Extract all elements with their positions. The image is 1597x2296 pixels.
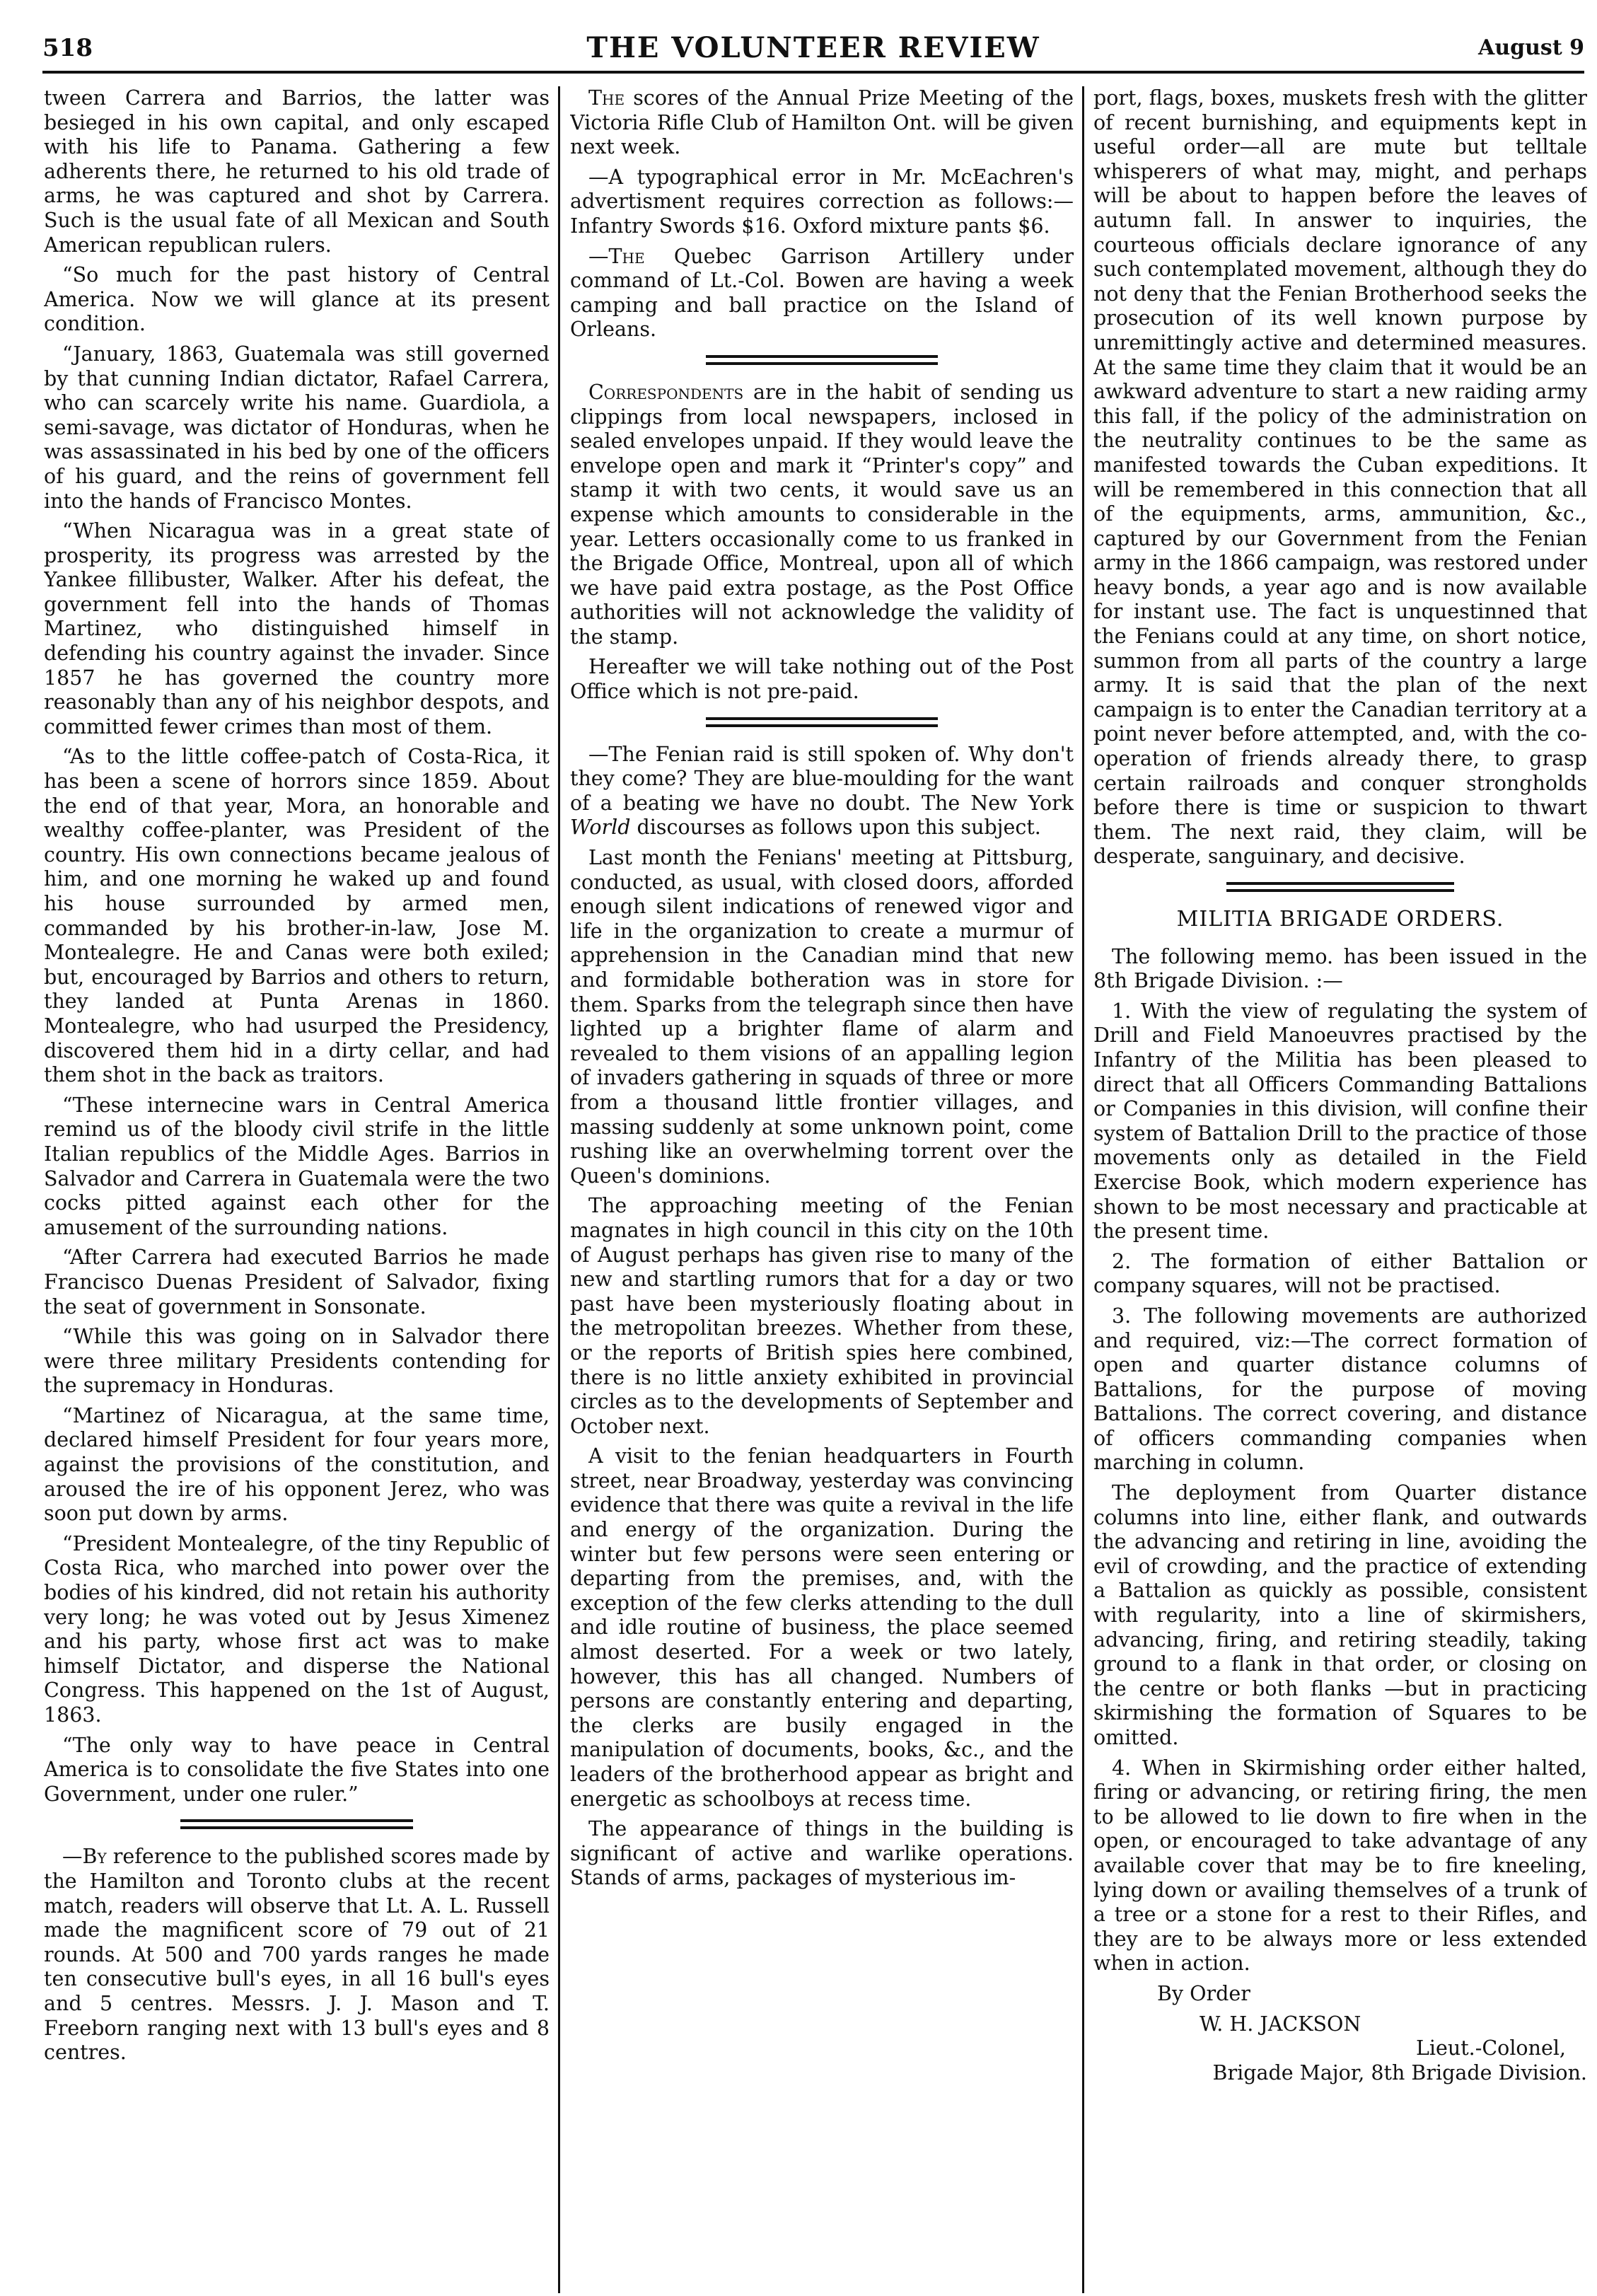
- column-3: [1093, 86, 1587, 2286]
- section-divider: [706, 717, 938, 727]
- section-divider: [706, 355, 938, 365]
- article-paragraph: “So much for the past history of Central America. Now we will glance at its present condition.: [44, 263, 550, 336]
- section-divider: [1226, 882, 1453, 892]
- order-item: 1. With the view of regulating the system of Drill and Field Manoeuvres practised by the Infantry of the Militia has been pleased to direct that all Officers Commanding Battalions or Companies in this division, will confine their system of Battalion Drill to the practice of those movements only as detailed in the Field Exercise Book, which modern experience has shown to be most necessary and practicable at the present time.: [1093, 999, 1587, 1243]
- section-divider: [180, 1819, 413, 1829]
- item-text: —The Fenian raid is still spoken of. Why don't they come? They are blue-moulding for the want of a beating we have no doubt. The New York: [570, 742, 1074, 815]
- signature-by-order: By Order: [1157, 1981, 1250, 2005]
- order-item: 3. The following movements are authorized and required, viz:—The correct formation of open and quarter distance columns of Battalions, for the purpose of moving Battalions. The correct covering, and distance of officers commanding companies when marching in column.: [1093, 1304, 1587, 1475]
- lead-word: —By: [62, 1845, 107, 1869]
- page-header: [42, 31, 1584, 74]
- item-text: are in the habit of sending us clippings from local newspapers, inclosed in sealed envelopes unpaid. If they would leave the envelope open and mark it “Printer's copy” and stamp it with two cents, it would save us an expense which amounts to considerable in the year. Letters occasionally come to us franked in the Brigade Office, Montreal, upon all of which we have paid extra postage, as the Post Office authorities will not acknowledge the validity of the stamp.: [570, 380, 1074, 649]
- newspaper-name: World: [570, 816, 631, 840]
- article-paragraph: The appearance of things in the building is significant of active and warlike operations. Stands of arms, packages of mysterious im-: [570, 1817, 1074, 1890]
- article-paragraph: The following memo. has been issued in the 8th Brigade Division. :—: [1093, 944, 1587, 993]
- lead-word: Correspondents: [588, 380, 744, 404]
- signature-name: W. H. JACKSON: [1200, 2012, 1361, 2036]
- news-item-artillery: [570, 245, 1074, 342]
- column-rule-right: [1082, 86, 1084, 2293]
- order-item: 4. When in Skirmishing order either halted, firing or advancing, or retiring firing, the men to be allowed to lie down to fire when in the open, or encouraged to take advantage of any available cover that may be to fire kneeling, lying down or availing themselves of a trunk of a tree or a stone for a rest to their Rifles, and they are to be always more or less extended when in action.: [1093, 1756, 1587, 1976]
- order-item: The deployment from Quarter distance columns into line, either flank, and outwards the advancing and retiring in line, avoiding the evil of crowding, and the practice of extending a Battalion as quickly as possible, consistent with regularity, into a line of skirmishers, advancing, firing, and retiring steadily, taking ground to a flank in that order, or closing on the centre or both flanks —but in practicing skirmishing the formation of Squares to be omitted.: [1093, 1481, 1587, 1749]
- article-paragraph: “When Nicaragua was in a great state of prosperity, its progress was arrested by the Yankee fillibuster, Walker. After his defeat, the government fell into the hands of Thomas Martinez, who distinguished himself in defending his country against the invader. Since 1857 he has governed the country more reasonably than any of his neighbor despots, and committed fewer crimes than most of them.: [44, 519, 550, 738]
- item-text: Quebec Garrison Artillery under command of Lt.-Col. Bowen are having a week camping and ball practice on the Island of Orleans.: [570, 244, 1074, 342]
- news-item-prize-meeting: [570, 86, 1074, 160]
- page-number: 518: [42, 34, 93, 62]
- article-paragraph: tween Carrera and Barrios, the latter was besieged in his own capital, and only escaped with his life to Panama. Gathering a few adherents there, he returned to his old trade of arms, he was captured and shot by Carrera. Such is the usual fate of all Mexican and South American republican rulers.: [44, 86, 550, 257]
- news-item-fenian-raid: [570, 743, 1074, 840]
- article-paragraph: Last month the Fenians' meeting at Pittsburg, conducted, as usual, with closed doors, afforded enough silent indications of renewed vigor and life in the organization to create a murmur of apprehension in the Canadian mind that new and formidable botheration was in store for them. Sparks from the telegraph since then have lighted up a brighter flame of alarm and revealed to them visions of an appalling legion of invaders gathering in squads of three or more from a thousand little frontier villages, and massing suddenly at some unknown point, come rushing like an overwhelming torrent over the Queen's dominions.: [570, 846, 1074, 1188]
- article-paragraph: “As to the little coffee-patch of Costa-Rica, it has been a scene of horrors since 1859. About the end of that year, Mora, an honorable and wealthy coffee-planter, was President of the country. His own connections became jealous of him, and one morning he waked up and found his house surrounded by armed men, commanded by his brother-in-law, Jose M. Montealegre. He and Canas were both exiled; but, encouraged by Barrios and others to return, they landed at Punta Arenas in 1860. Montealegre, who had usurped the Presidency, discovered them hid in a dirty cellar, and had them shot in the back as traitors.: [44, 745, 550, 1087]
- column-2: [570, 86, 1074, 2286]
- masthead-title: THE VOLUNTEER REVIEW: [586, 31, 1040, 64]
- section-heading: MILITIA BRIGADE ORDERS.: [1176, 907, 1504, 932]
- column-1: [44, 86, 550, 2286]
- article-paragraph: “These internecine wars in Central America remind us of the bloody civil strife in the little Italian republics of the Middle Ages. Barrios in Salvador and Carrera in Guatemala were the two cocks pitted against each other for the amusement of the surrounding nations.: [44, 1093, 550, 1239]
- article-paragraph: “The only way to have peace in Central America is to consolidate the five States into one Government, under one ruler.”: [44, 1733, 550, 1806]
- item-text: reference to the published scores made by the Hamilton and Toronto clubs at the recent match, readers will observe that Lt. A. L. Russell made the magnificent score of 79 out of 21 rounds. At 500 and 700 yards ranges he made ten consecutive bull's eyes, in all 16 bull's eyes and 5 centres. Messrs. J. J. Mason and T. Freeborn ranging next with 13 bull's eyes and 8 centres.: [44, 1845, 550, 2065]
- issue-date: August 9: [1478, 35, 1584, 60]
- article-paragraph: port, flags, boxes, muskets fresh with the glitter of recent burnishing, and equipments kept in useful order—all are mute but telltale whisperers of what may, might, and perhaps will be about to happen before the leaves of autumn fall. In answer to inquiries, the courteous officials declare ignorance of any such contemplated movement, although they do not deny that the Fenian Brotherhood seeks the prosecution of its well known purpose by unremittingly active and determined measures. At the same time they claim that it would be an awkward adventure to start a new raiding army this fall, if the policy of the administration on the neutrality continues to be the same as manifested towards the Cuban expeditions. It will be remembered in this connection that all of the equipments, arms, ammunition, &c., captured by our Government from the Fenian army in the 1866 campaign, was restored under heavy bonds, a year ago and is now available for instant use. The fact is unquestinned that the Fenians could at any time, on short notice, summon from all parts of the country a large army. It is said that the plan of the next campaign is to enter the Canadian territory at a point never before attempted, and, with the co-operation of friends already there, to grasp certain railroads and conquer strongholds before there is time or suspicion to thwart them. The next raid, they claim, will be desperate, sanguinary, and decisive.: [1093, 86, 1587, 869]
- news-item-rifle-scores: [44, 1845, 550, 2065]
- signature-title: Brigade Major, 8th Brigade Division.: [1212, 2060, 1587, 2085]
- article-paragraph: “While this was going on in Salvador there were three military Presidents contending for the supremacy in Honduras.: [44, 1325, 550, 1398]
- article-paragraph: “January, 1863, Guatemala was still governed by that cunning Indian dictator, Rafael Carrera, who can scarcely write his name. Guardiola, a semi-savage, was dictator of Honduras, when he was assassinated in his bed by one of the officers of his guard, and the reins of government fell into the hands of Francisco Montes.: [44, 342, 550, 513]
- article-paragraph: “Martinez of Nicaragua, at the same time, declared himself President for four years more, against the provisions of the constitution, and aroused the ire of his opponent Jerez, who was soon put down by arms.: [44, 1403, 550, 1526]
- lead-word: The: [588, 86, 625, 110]
- signature-rank: Lieut.-Colonel,: [1415, 2036, 1566, 2060]
- notice-correspondents: [570, 381, 1074, 650]
- article-paragraph: “President Montealegre, of the tiny Republic of Costa Rica, who marched into power over the bodies of his kindred, did not retain his authority very long; he was voted out by Jesus Ximenez and his party, whose first act was to make himself Dictator, and disperse the National Congress. This happened on the 1st of August, 1863.: [44, 1531, 550, 1727]
- item-text: scores of the Annual Prize Meeting of the Victoria Rifle Club of Hamilton Ont. will be given next week.: [570, 86, 1074, 159]
- column-rule-left: [558, 86, 560, 2293]
- lead-word: —The: [588, 244, 645, 268]
- item-text: discourses as follows upon this subject.: [630, 816, 1041, 840]
- article-paragraph: A visit to the fenian headquarters in Fourth street, near Broadway, yesterday was convincing evidence that there was quite a revival in the life and energy of the organization. During the winter but few persons were seen entering or departing from the premises, and, with the exception of the few clerks attending to the dull and idle routine of business, the place seemed almost deserted. For a week or two lately, however, this has all changed. Numbers of persons are constantly entering and departing, the clerks are busily engaged in the manipulation of documents, books, &c., and the leaders of the brotherhood appear as bright and energetic as schoolboys at recess time.: [570, 1444, 1074, 1811]
- article-paragraph: The approaching meeting of the Fenian magnates in high council in this city on the 10th of August perhaps has given rise to many of the new and startling rumors that for a day or two past have been mysteriously floating about in the metropolitan breezes. Whether from these, or the reports of British spies here combined, there is no little anxiety exhibited in provincial circles as to the developments of September and October next.: [570, 1194, 1074, 1438]
- notice-postage: Hereafter we will take nothing out of the Post Office which is not pre-paid.: [570, 655, 1074, 704]
- order-item: 2. The formation of either Battalion or company squares, will not be practised.: [1093, 1249, 1587, 1298]
- news-item-correction: —A typographical error in Mr. McEachren's advertisment requires correction as follows:—Infantry Swords $16. Oxford mixture pants $6.: [570, 165, 1074, 238]
- article-paragraph: “After Carrera had executed Barrios he made Francisco Duenas President of Salvador, fixing the seat of government in Sonsonate.: [44, 1246, 550, 1318]
